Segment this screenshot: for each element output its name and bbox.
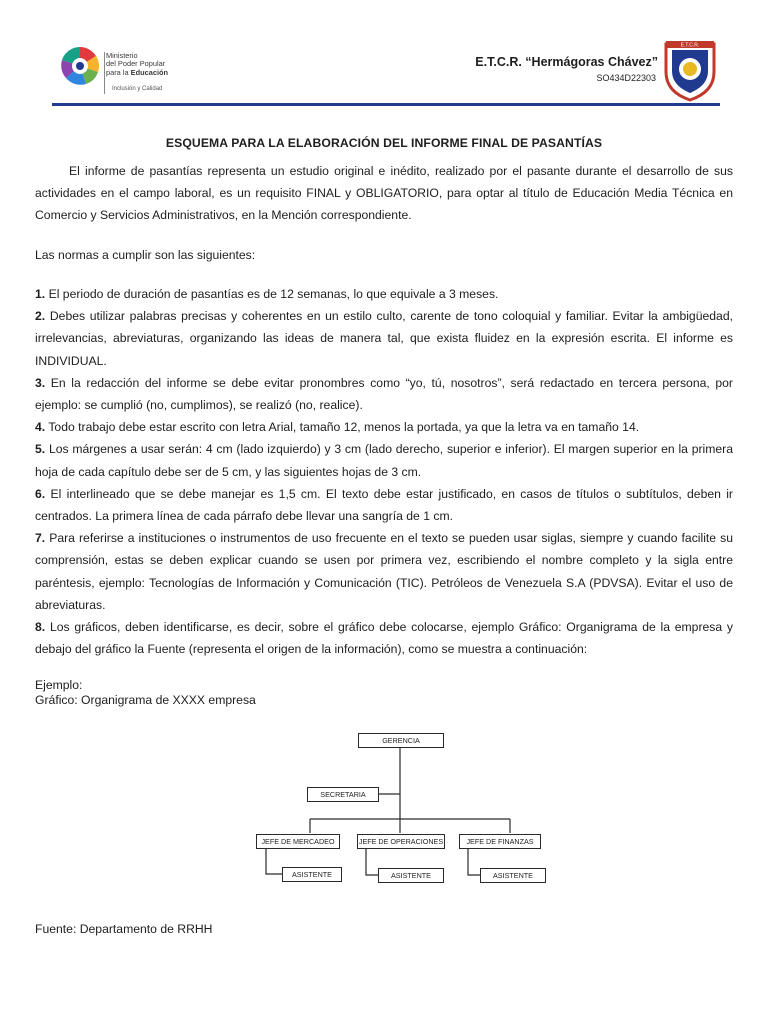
graphic-label: Gráfico: Organigrama de XXXX empresa — [35, 693, 256, 707]
document-header — [0, 0, 768, 110]
rules-lead: Las normas a cumplir son las siguientes: — [35, 248, 256, 262]
rule-item: 7. Para referirse a instituciones o instrumentos de uso frecuente en el texto se pueden usar siglas, siempre y cuando facilite su comprensión, estas se deben explicar cuando se usen por primera vez, escribiendo el nombre completo y la sigla entre paréntesis, ejemplo: Tecnologías de Información y Comunicación (TIC). Petróleos de Venezuela S.A (PDVSA). Evitar el uso de abreviaturas. — [35, 531, 733, 612]
ministry-tagline: Inclusión y Calidad — [112, 86, 163, 92]
source-caption: Fuente: Departamento de RRHH — [35, 922, 213, 936]
org-node-gerencia: GERENCIA — [358, 733, 444, 748]
ministry-emblem-icon — [56, 40, 104, 88]
org-node-jefe-mercadeo: JEFE DE MERCADEO — [256, 834, 340, 849]
svg-text:E.T.C.R.: E.T.C.R. — [680, 42, 700, 49]
org-node-asistente: ASISTENTE — [480, 868, 546, 883]
school-name: E.T.C.R. “Hermágoras Chávez” — [475, 55, 658, 69]
org-node-asistente: ASISTENTE — [378, 868, 444, 883]
document-title: ESQUEMA PARA LA ELABORACIÓN DEL INFORME FINAL DE PASANTÍAS — [165, 136, 603, 150]
intro-paragraph: El informe de pasantías representa un estudio original e inédito, realizado por el pasante durante el desarrollo de sus actividades en el campo laboral, es un requisito FINAL y OBLIGATORIO, para optar al título de Educación Media Técnica en Comercio y Servicios Administrativos, en la Mención correspondiente. — [35, 164, 733, 223]
ministry-name: Ministerio del Poder Popular para la Educación — [106, 51, 169, 77]
org-node-jefe-operaciones: JEFE DE OPERACIONES — [357, 834, 445, 849]
example-label: Ejemplo: — [35, 678, 83, 692]
org-node-secretaria: SECRETARIA — [307, 787, 379, 802]
rule-item: 5. Los márgenes a usar serán: 4 cm (lado izquierdo) y 3 cm (lado derecho, superior e inferior). El margen superior en la primera hoja de cada capítulo debe ser de 5 cm, y las siguientes hojas de 3 cm. — [35, 442, 734, 479]
rule-item: 8. Los gráficos, deben identificarse, es decir, sobre el gráfico debe colocarse, ejemplo Gráfico: Organigrama de la empresa y debajo del gráfico la Fuente (representa el origen de la información), como se muestra a continuación: — [35, 620, 733, 657]
school-code: SO434D22303 — [596, 73, 656, 83]
rule-item: 2. Debes utilizar palabras precisas y coherentes en un estilo culto, carente de tono coloquial y familiar. Evitar la ambigüedad, irrelevancias, abreviaturas, organizando las ideas de manera tal, que exista fluidez en la expresión escrita. El informe es INDIVIDUAL. — [35, 309, 733, 368]
rules-list — [35, 283, 733, 660]
example-caption — [35, 678, 256, 708]
logo-separator — [104, 52, 105, 94]
school-crest-icon — [662, 38, 718, 102]
rule-item: 3. En la redacción del informe se debe evitar pronombres como “yo, tú, nosotros”, será redactado en tercera persona, por ejemplo: se cumplió (no, cumplimos), se realizó (no, realice). — [35, 375, 733, 413]
rule-item: 6. El interlineado que se debe manejar es 1,5 cm. El texto debe estar justificado, en casos de títulos o subtítulos, deben ir centrados. La primera línea de cada párrafo debe llevar una sangría de 1 cm. — [35, 486, 733, 524]
rule-item: 1. El periodo de duración de pasantías es de 12 semanas, lo que equivale a 3 meses. — [35, 287, 499, 301]
org-node-asistente: ASISTENTE — [282, 867, 342, 882]
org-node-jefe-finanzas: JEFE DE FINANZAS — [459, 834, 541, 849]
rule-item: 4. Todo trabajo debe estar escrito con letra Arial, tamaño 12, menos la portada, ya que la letra va en tamaño 14. — [35, 420, 640, 435]
header-rule — [52, 103, 720, 106]
ministry-logo — [54, 34, 184, 98]
